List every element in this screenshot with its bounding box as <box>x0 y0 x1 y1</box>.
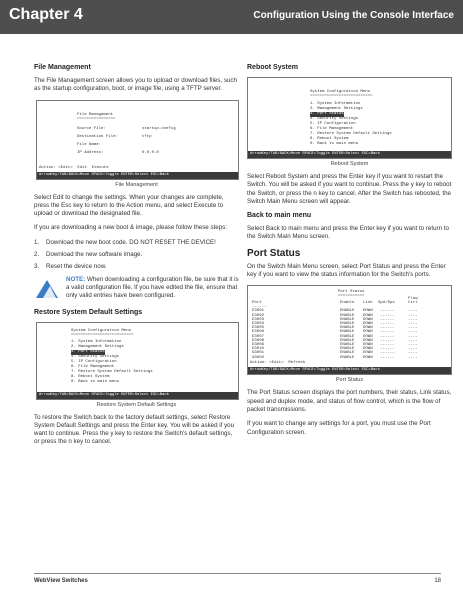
table-row-cell: ENABLE <box>340 330 355 335</box>
table-row-cell: E3004 <box>252 321 265 326</box>
table-row-cell: DOWN <box>363 334 373 339</box>
table-row-cell: E3005 <box>252 326 265 331</box>
table-row-cell: G3001 <box>252 351 265 356</box>
table-row-cell: ---- <box>408 351 418 356</box>
table-row-cell: ---- <box>408 321 418 326</box>
chapter-title: Configuration Using the Console Interface <box>253 10 454 21</box>
table-row-cell: ------ <box>380 347 395 352</box>
file-management-intro: The File Management screen allows you to upload or download files, such as the startup configuration, boot, or image file, using a TFTP server. <box>34 77 237 93</box>
reboot-system-paragraph: Select Reboot System and press the Enter key if you want to restart the Switch. You will be asked if you want to continue. Press the y key to reboot the Switch, or press the n key to cancel. After the Switch has rebooted, the Switch Main Menu screen will appear. <box>247 173 452 205</box>
fm-row-value: tftp <box>142 134 152 139</box>
reboot-system-screenshot: System Configuration Menu ========================== 1. System Information 2. Management Settings 3. Port Status 4. Security Settings 5. IP Configuration 6. File Management 7. Restore System Default Settings 8. Reboot System 0. Back to main menu ArrowKey/TAB/BACK=Move SPACE=Toggle ENTER=Select ESC=Back <box>247 77 452 159</box>
file-management-edit-paragraph: Select Edit to change the settings. When your changes are complete, press the Esc key to return to the Action menu, and select Execute to upload or download the designated file. <box>34 193 224 218</box>
file-management-download-paragraph: If you are downloading a new boot & image, please follow these steps: <box>34 224 227 232</box>
table-row-cell: DOWN <box>363 347 373 352</box>
table-row-cell: DOWN <box>363 309 373 314</box>
table-row-cell: E3002 <box>252 313 265 318</box>
table-row-cell: ---- <box>408 355 418 360</box>
restore-defaults-paragraph: To restore the Switch back to the factory default settings, select Restore System Default Settings and press the Enter key. You will be asked if you want to continue. Press the y key to restore the Switch's default settings, or press the n key to cancel. <box>34 413 235 446</box>
menu-status-bar: ArrowKey/TAB/BACK=Move SPACE=Toggle ENTER=Select ESC=Back <box>37 392 238 399</box>
table-row-cell: ---- <box>408 317 418 322</box>
table-row-cell: ENABLE <box>340 317 355 322</box>
table-row-cell: E3008 <box>252 338 265 343</box>
note-text: NOTE: When downloading a configuration file, be sure that it is a valid configuration file. If you have edited the file, ensure that only valid entries have been configured. <box>66 275 239 300</box>
table-row-cell: DOWN <box>363 338 373 343</box>
table-row-cell: ---- <box>408 338 418 343</box>
ps-title: Port Status <box>338 290 365 295</box>
ps-col-header: Link <box>363 301 373 306</box>
table-row-cell: ------ <box>380 330 395 335</box>
table-row-cell: ------ <box>380 342 395 347</box>
restore-defaults-screenshot: System Configuration Menu ========================== 1. System Information 2. Management Settings 3. Port Status 4. Security Settings 5. IP Configuration 6. File Management 7. Restore System Default Settings 8. Reboot System 0. Back to main menu ArrowKey/TAB/BACK=Move SPACE=Toggle ENTER=Select ESC=Back <box>36 322 239 400</box>
table-row-cell: ENABLE <box>340 309 355 314</box>
page-number: 18 <box>434 578 441 584</box>
table-row-cell: E3006 <box>252 330 265 335</box>
file-management-screenshot: File Management ================ Source File: startup-config Destination File: tftp File Name: IP Address: 0.0.0.0 Action: <Edit> Edit Execute ArrowKey/TAB/BACK=Move SPACE=Toggle ENTER=Select ESC=Back <box>36 100 239 180</box>
table-row-cell: ------ <box>380 317 395 322</box>
fm-row-label: IP Address: <box>77 150 104 155</box>
page-header <box>0 0 463 34</box>
table-row-cell: ------ <box>380 355 395 360</box>
table-row-cell: DOWN <box>363 321 373 326</box>
table-row-cell: E3010 <box>252 347 265 352</box>
footer-rule <box>34 573 441 574</box>
reboot-system-heading: Reboot System <box>247 64 298 71</box>
fm-row-label: Source File: <box>77 126 106 131</box>
left-column <box>34 64 239 453</box>
table-row-cell: ---- <box>408 347 418 352</box>
table-row-cell: ENABLE <box>340 342 355 347</box>
table-row-cell: ------ <box>380 309 395 314</box>
file-management-caption: File Management <box>115 181 158 188</box>
fm-row-label: File Name: <box>77 142 102 147</box>
table-row-cell: DOWN <box>363 342 373 347</box>
table-row-cell: ------ <box>380 334 395 339</box>
table-row-cell: DOWN <box>363 317 373 322</box>
list-item: 3. Reset the device now. <box>34 263 107 271</box>
table-row-cell: ------ <box>380 313 395 318</box>
footer-brand: WebView Switches <box>34 578 88 584</box>
table-row-cell: ---- <box>408 342 418 347</box>
download-steps-list <box>34 239 239 272</box>
fm-row-value: 0.0.0.0 <box>142 150 159 155</box>
note-icon <box>34 278 60 300</box>
table-row-cell: ------ <box>380 351 395 356</box>
table-row-cell: DOWN <box>363 330 373 335</box>
file-management-heading: File Management <box>34 64 91 71</box>
table-row-cell: ENABLE <box>340 355 355 360</box>
table-row-cell: E3007 <box>252 334 265 339</box>
list-item: 1. Download the new boot code. DO NOT RESET THE DEVICE! <box>34 238 216 246</box>
menu-title: System Configuration Menu <box>71 328 132 333</box>
port-status-config-note: If you want to change any settings for a port, you must use the Port Configuration screen. <box>247 420 431 436</box>
table-row-cell: DOWN <box>363 355 373 360</box>
table-row-cell: ---- <box>408 334 418 339</box>
fm-actions: Action: <Edit> Edit Execute <box>39 165 109 170</box>
port-status-caption: Port Status <box>335 377 364 384</box>
right-column <box>247 64 452 443</box>
chapter-label: Chapter 4 <box>9 6 83 23</box>
restore-defaults-heading: Restore System Default Settings <box>34 308 143 316</box>
port-status-heading: Port Status <box>247 247 301 259</box>
fm-title: File Management <box>77 112 114 117</box>
table-row-cell: ------ <box>380 338 395 343</box>
table-row-cell: G3002 <box>252 355 265 360</box>
table-row-cell: DOWN <box>363 313 373 318</box>
table-row-cell: ENABLE <box>340 326 355 331</box>
table-row-cell: DOWN <box>363 326 373 331</box>
table-row-cell: ENABLE <box>340 313 355 318</box>
ps-status-bar: ArrowKey/TAB/BACK=Move SPACE=Toggle ENTER=Select ESC=Back <box>248 367 451 374</box>
fm-row-label: Destination File: <box>77 134 118 139</box>
ps-col-header: Port <box>252 301 262 306</box>
fm-row-value: startup-config <box>142 126 176 131</box>
table-row-cell: ENABLE <box>340 334 355 339</box>
table-row-cell: ENABLE <box>340 347 355 352</box>
table-row-cell: ENABLE <box>340 351 355 356</box>
restore-defaults-caption: Restore System Default Settings <box>96 401 177 408</box>
reboot-system-caption: Reboot System <box>330 161 369 167</box>
table-row-cell: ------ <box>380 321 395 326</box>
table-row-cell: ENABLE <box>340 321 355 326</box>
ps-col-header: Flow Ctrl <box>408 297 418 306</box>
ps-actions: Action: <Edit> Refresh <box>250 361 306 366</box>
table-row-cell: ---- <box>408 309 418 314</box>
list-item: 2. Download the new software image. <box>34 251 143 259</box>
back-to-main-heading: Back to main menu <box>247 212 312 220</box>
table-row-cell: ---- <box>408 326 418 331</box>
table-row-cell: ---- <box>408 330 418 335</box>
port-status-intro: On the Switch Main Menu screen, select Port Status and press the Enter key if you want to view the status information for the Switch's ports. <box>247 262 446 279</box>
back-to-main-paragraph: Select Back to main menu and press the Enter key if you want to return to the Switch Main Menu screen. <box>247 225 449 241</box>
table-row-cell: E3009 <box>252 342 265 347</box>
note-box <box>34 276 239 301</box>
ps-col-header: Enable <box>340 301 355 306</box>
ps-col-header: Spd/Dpx <box>378 301 395 306</box>
table-row-cell: ------ <box>380 326 395 331</box>
table-row-cell: ---- <box>408 313 418 318</box>
port-status-description: The Port Status screen displays the port numbers, their status, Link status, speed and duplex mode, and status of flow control, which is the flow of packet transmissions. <box>247 389 452 413</box>
table-row-cell: E3003 <box>252 317 265 322</box>
table-row-cell: E3001 <box>252 309 265 314</box>
table-row-cell: DOWN <box>363 351 373 356</box>
port-status-screenshot: Port Status =========== Port Enable Link Spd/Dpx Flow Ctrl ------ E3001 ENABLE DOWN ------ ---- E3002 ENABLE DOWN ------ ---- E3003 ENABLE DOWN ------ ---- E3004 ENABLE DOWN ------ ---- E3005 ENABLE DOWN ------ ---- E3006 ENABLE DOWN ------ ---- E3007 ENABLE DOWN ------ ---- E3008 ENABLE DOWN ------ ---- E3009 ENABLE DOWN ------ ---- E3010 ENABLE DOWN ------ ---- G3001 ENABLE DOWN ------ ---- G3002 ENABLE DOWN ------ ---- Action: <Edit> Refresh ArrowKey/TAB/BACK=Move SPACE=Toggle ENTER=Select ESC=Back <box>247 285 452 375</box>
table-row-cell: ENABLE <box>340 338 355 343</box>
fm-status-bar: ArrowKey/TAB/BACK=Move SPACE=Toggle ENTER=Select ESC=Back <box>37 172 238 179</box>
